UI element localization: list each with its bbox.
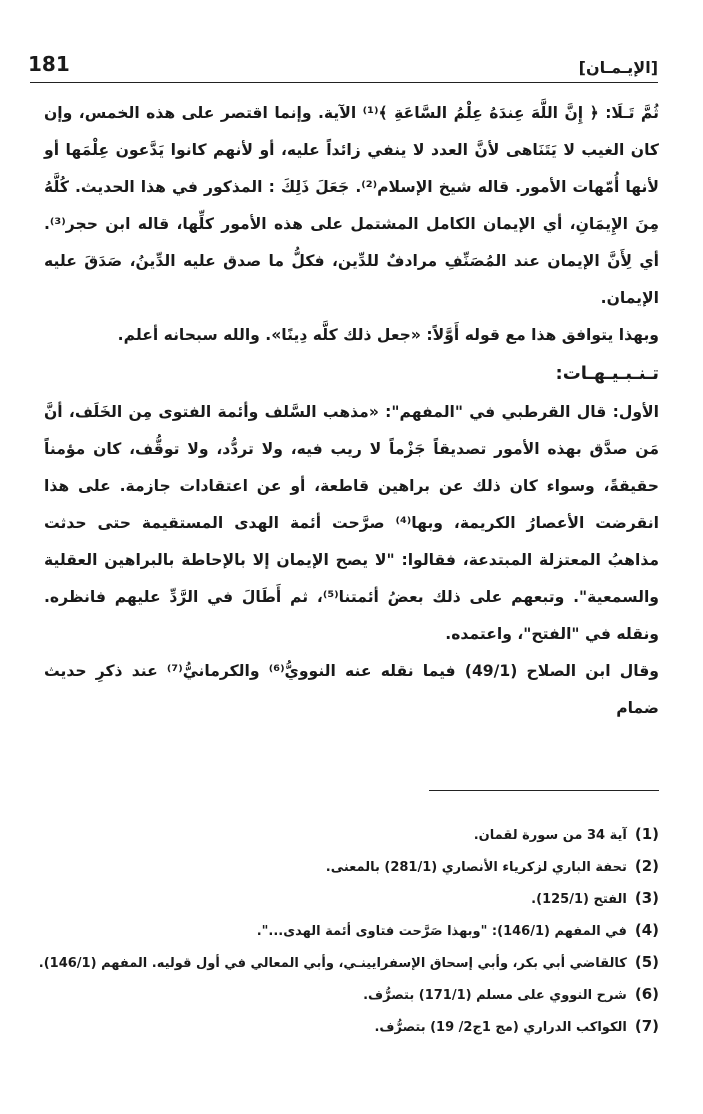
footnote-item: [44, 1010, 659, 1042]
page-number: 181: [28, 52, 70, 76]
footnote-number: (3): [634, 889, 659, 907]
footnote-divider: [429, 790, 659, 791]
footnote-text: شرح النووي على مسلم (171/1) بتصرُّف.: [363, 988, 627, 1003]
footnote-text: في المفهم (146/1): "وبهذا صَرَّحت فتاوى أئمة الهدى...".: [256, 924, 627, 939]
section-heading: تـنـبـيـهـات:: [555, 363, 659, 384]
footnote-text: كالقاضي أبي بكر، وأبي إسحاق الإسفرايينـي، وأبي المعالي في أول قوليه. المفهم (146/1).: [38, 956, 627, 971]
running-title: [الإيـمـان]: [578, 58, 658, 77]
paragraph-4: وقال ابن الصلاح (49/1) فيما نقله عنه النوويُّ⁽⁶⁾ والكرمانيُّ⁽⁷⁾ عند ذكرِ حديث ضمام: [44, 662, 659, 717]
footnotes-list: [38, 818, 659, 1042]
page-header: [30, 52, 658, 86]
footnote-text: الفتح (125/1).: [531, 892, 627, 907]
footnote-item: [38, 946, 659, 978]
footnote-item: [44, 882, 659, 914]
paragraph-1: ثُمَّ تَـلَا: ﴿ إِنَّ اللَّهَ عِندَهُ عِلْمُ السَّاعَةِ ﴾⁽¹⁾ الآية. وإنما اقتصر على هذه الخمس، وإن كان الغيب لا يَتَنَاهى لأنَّ العدد لا ينفي زائداً عليه، أو لأنهم كانوا يَدَّعون عِلْمَها أو لأنها أُمّهات الأمور. قاله شيخ الإسلام⁽²⁾. جَعَلَ ذَلِكَ : المذكور في هذا الحديث. كُلَّهُ مِنَ الإِيمَانِ، أي الإيمان الكامل المشتمل على هذه الأمور كلِّها، قاله ابن حجر⁽³⁾. أي لِأَنَّ الإيمان عند المُصَنِّفِ مرادفٌ للدِّين، فكلُّ ما صدق عليه الدِّينُ، صَدَقَ عليه الإيمان.: [44, 104, 660, 307]
footnote-number: (7): [634, 1017, 659, 1035]
footnote-number: (5): [634, 953, 659, 971]
footnote-number: (1): [634, 825, 659, 843]
footnote-item: [44, 914, 659, 946]
footnote-number: (2): [634, 857, 659, 875]
footnote-text: الكواكب الدراري (مج 1ج2/ 19) بتصرُّف.: [374, 1020, 627, 1035]
footnote-text: تحفة الباري لزكرياء الأنصاري (281/1) بالمعنى.: [325, 860, 627, 875]
header-divider: [30, 82, 658, 83]
footnote-item: [44, 978, 659, 1010]
footnote-item: [44, 818, 659, 850]
paragraph-3: الأول: قال القرطبي في "المفهم": «مذهب السَّلف وأئمة الفتوى مِن الخَلَف، أنَّ مَن صدَّق بهذه الأمور تصديقاً جَزْماً لا ريب فيه، ولا تردُّد، ولا توقُّف، كان مؤمناً حقيقةً، وسواء كان ذلك عن براهين قاطعة، أو عن اعتقادات جازمة. على هذا انقرضت الأعصارُ الكريمة، وبها⁽⁴⁾ صرَّحت أئمة الهدى المستقيمة حتى حدثت مذاهبُ المعتزلة المبتدعة، فقالوا: "لا يصح الإيمان إلا بالإحاطة بالبراهين العقلية والسمعية". وتبعهم على ذلك بعضُ أئمتنا⁽⁵⁾، ثم أَطَالَ في الرَّدِّ عليهم فانظره. ونقله في "الفتح"، واعتمده.: [44, 403, 659, 643]
footnote-number: (6): [634, 985, 659, 1003]
paragraph-2: وبهذا يتوافق هذا مع قوله أَوَّلاً: «جعل ذلك كلَّه دِينًا». والله سبحانه أعلم.: [117, 326, 659, 344]
main-text: [44, 95, 659, 727]
footnote-item: [44, 850, 659, 882]
footnote-text: آية 34 من سورة لقمان.: [473, 828, 627, 843]
footnote-number: (4): [634, 921, 659, 939]
